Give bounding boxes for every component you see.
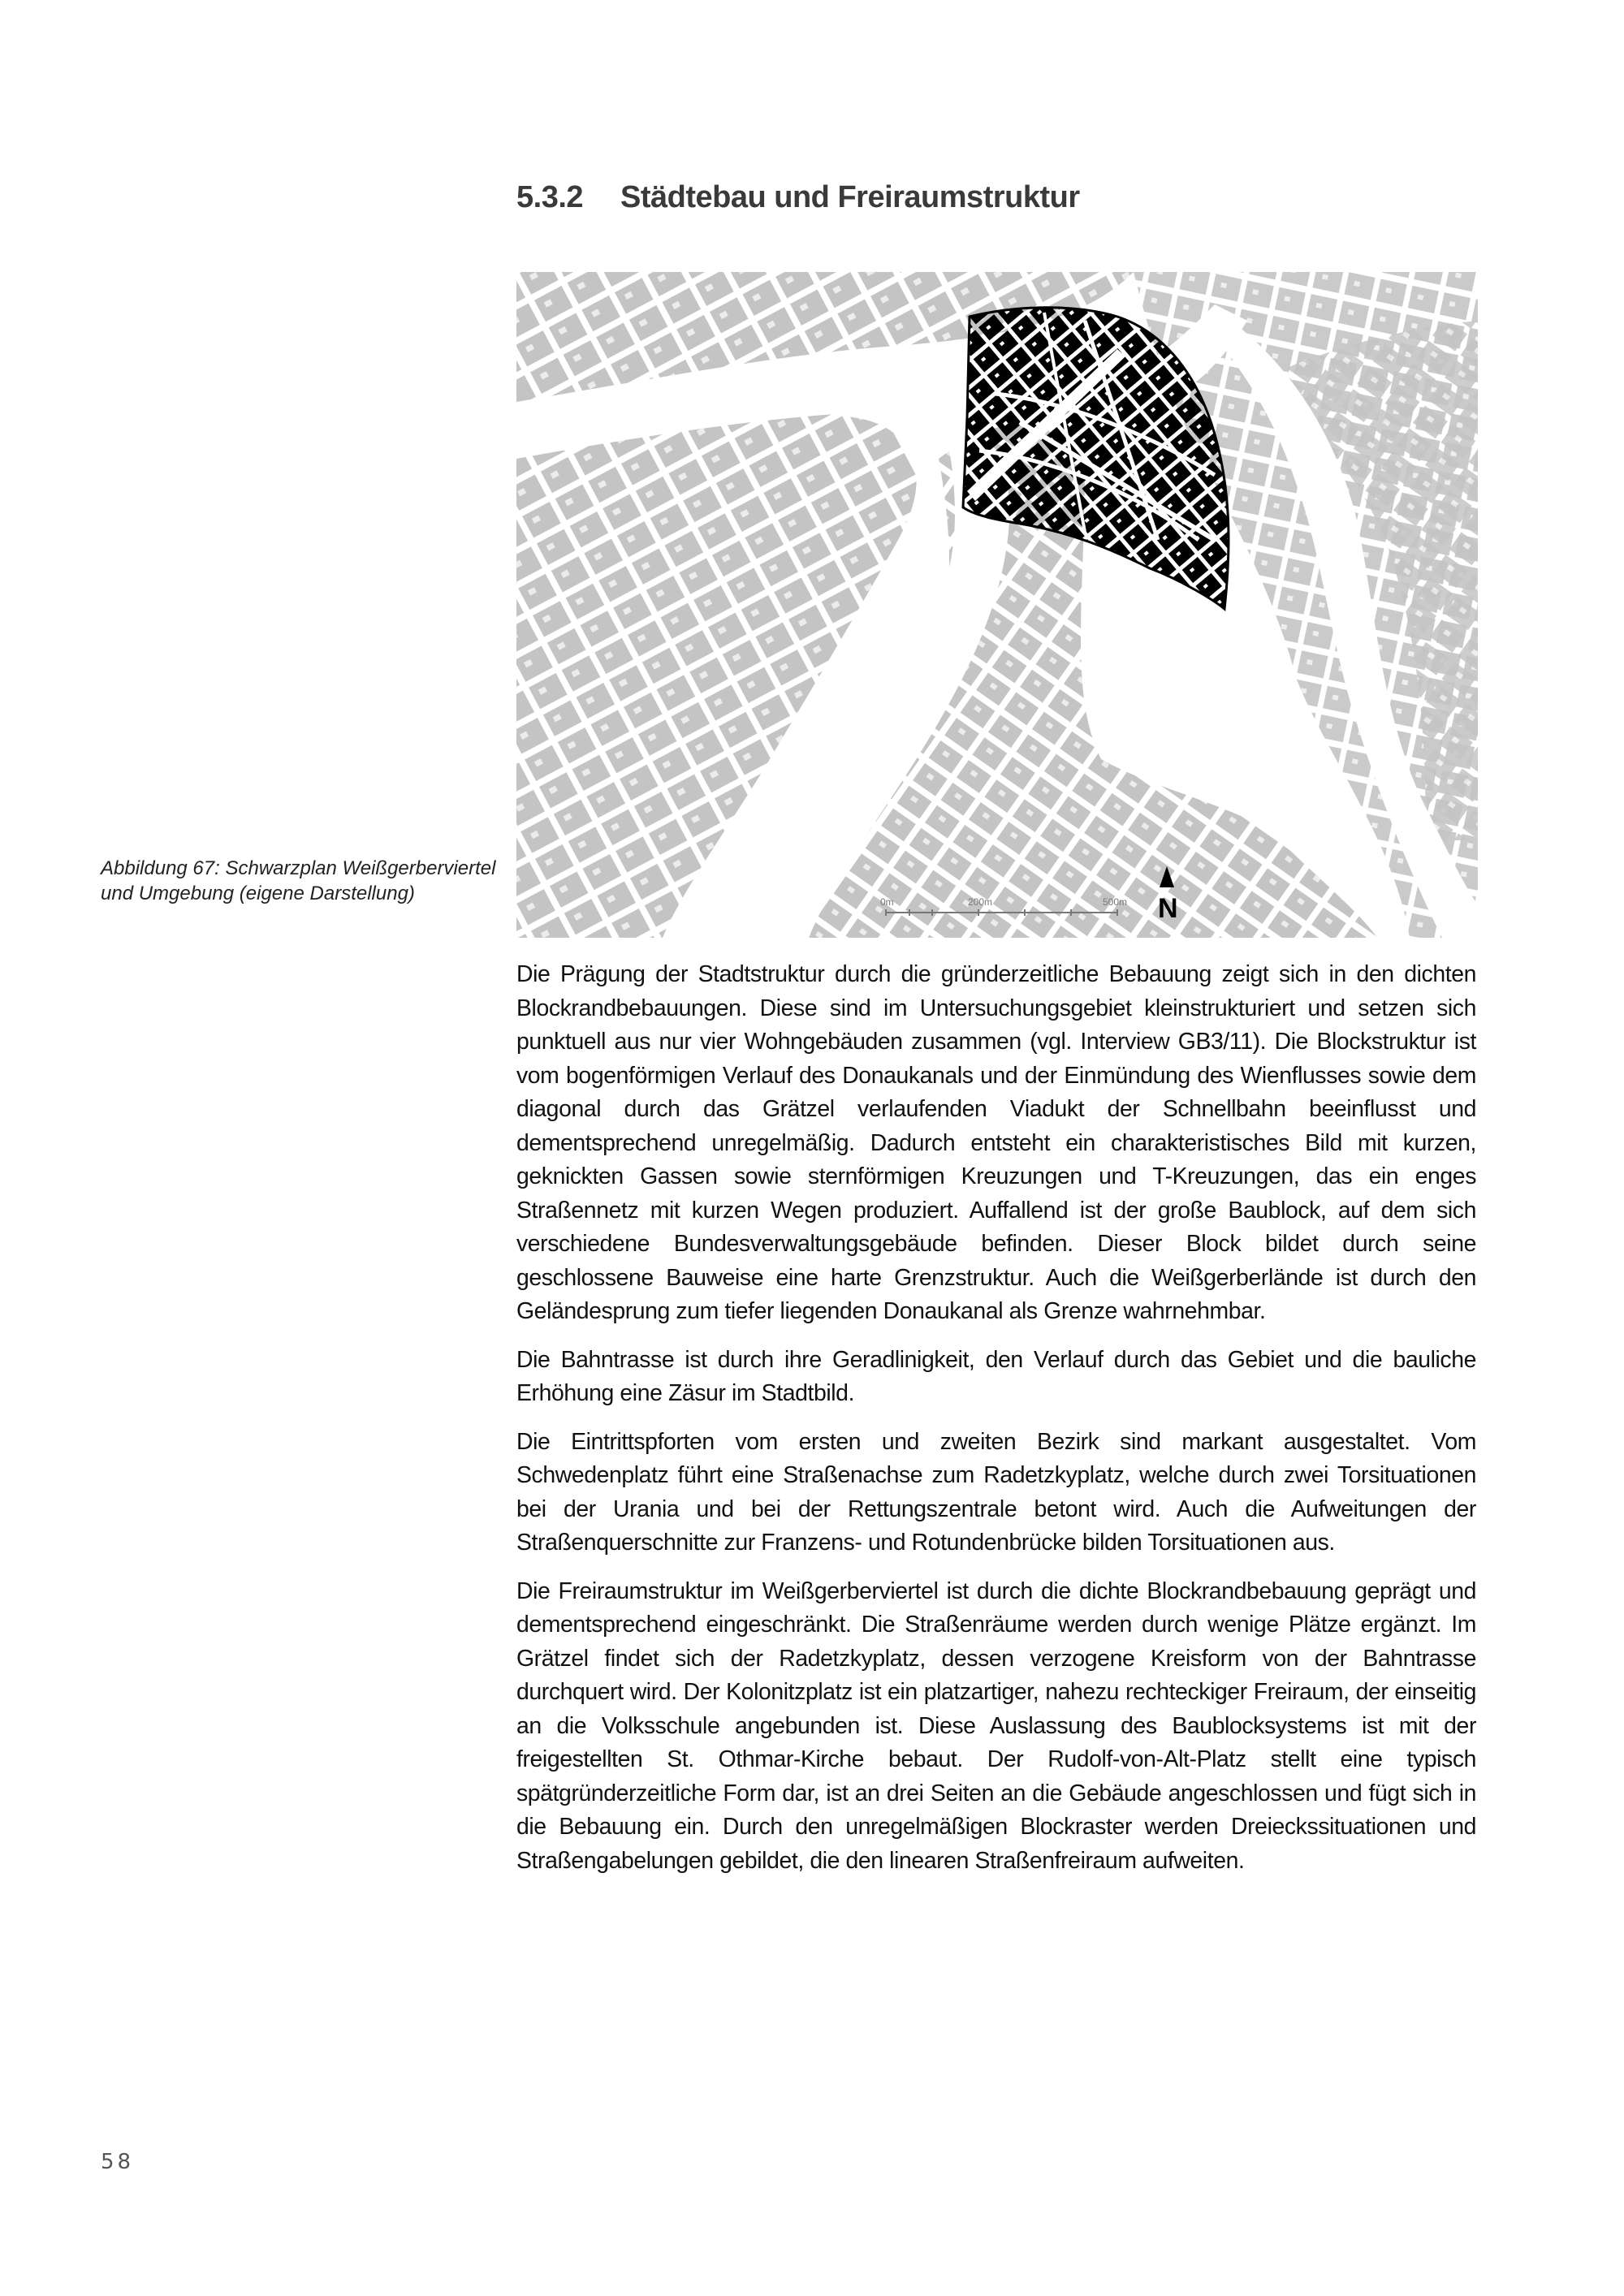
paragraph: Die Eintrittspforten vom ersten und zweiten Bezirk sind markant ausgestaltet. Vom Schwedenplatz führt eine Straßenachse zum Radetzkyplatz, welche durch zwei Torsituationen bei der Urania und bei der Rettungszentrale betont wird. Auch die Aufweitungen der Straßenquerschnitte zur Franzens- und Rotundenbrücke bilden Torsituationen aus. (516, 1428, 1476, 1556)
figure-ground-map (516, 272, 1478, 938)
scale-label-0: 0m (880, 896, 894, 908)
body-text (516, 958, 1476, 1892)
page-number: 58 (101, 2150, 135, 2174)
section-title: Städtebau und Freiraumstruktur (620, 180, 1080, 214)
paragraph: Die Freiraumstruktur im Weißgerberviertel ist durch die dichte Blockrandbebauung geprägt und dementsprechend eingeschränkt. Die Straßenräume werden durch wenige Plätze ergänzt. Im Grätzel findet sich der Radetzkyplatz, dessen verzogene Kreisform von der Bahntrasse durchquert wird. Der Kolonitzplatz ist ein platzartiger, nahezu rechteckiger Freiraum, der einseitig an die Volksschule angebunden ist. Diese Auslassung des Baublocksystems ist mit der freigestellten St. Othmar-Kirche bebaut. Der Rudolf-von-Alt-Platz stellt eine typisch spätgründerzeitliche Form dar, ist an drei Seiten an die Gebäude angeschlossen und fügt sich in die Bebauung ein. Durch den unregelmäßigen Blockraster werden Dreieckssituationen und Straßengabelungen gebildet, die den linearen Straßenfreiraum aufweiten. (516, 1577, 1476, 1874)
scale-label-500: 500m (1103, 896, 1128, 908)
paragraph: Die Prägung der Stadtstruktur durch die gründerzeitliche Bebauung zeigt sich in den dichten Blockrandbebauungen. Diese sind im Untersuchungsgebiet kleinstrukturiert und setzen sich punktuell aus nur vier Wohngebäuden zusammen (vgl. Interview GB3/11). Die Blockstruktur ist vom bogenförmigen Verlauf des Donaukanals und der Einmündung des Wienflusses sowie dem diagonal durch das Grätzel verlaufenden Viadukt der Schnellbahn beeinflusst und dementsprechend unregelmäßig. Dadurch entsteht ein charakteristisches Bild mit kurzen, geknickten Gassen sowie sternförmigen Kreuzungen und T-Kreuzungen, das ein enges Straßennetz mit kurzen Wegen produziert. Auffallend ist der große Baublock, auf dem sich verschiedene Bundesverwaltungsgebäude befinden. Dieser Block bildet durch seine geschlossene Bauweise eine harte Grenzstruktur. Auch die Weißgerberlände ist durch den Geländesprung zum tiefer liegenden Donaukanal als Grenze wahrnehmbar. (516, 961, 1476, 1324)
paragraph: Die Bahntrasse ist durch ihre Geradlinigkeit, den Verlauf durch das Gebiet und die bauliche Erhöhung eine Zäsur im Stadtbild. (516, 1346, 1476, 1406)
figure-caption: Abbildung 67: Schwarzplan Weißgerberviertel und Umgebung (eigene Darstellung) (101, 857, 496, 904)
north-label: N (1158, 893, 1178, 924)
section-number: 5.3.2 (516, 180, 584, 214)
section-heading (516, 180, 1080, 215)
scale-label-200: 200m (968, 896, 993, 908)
